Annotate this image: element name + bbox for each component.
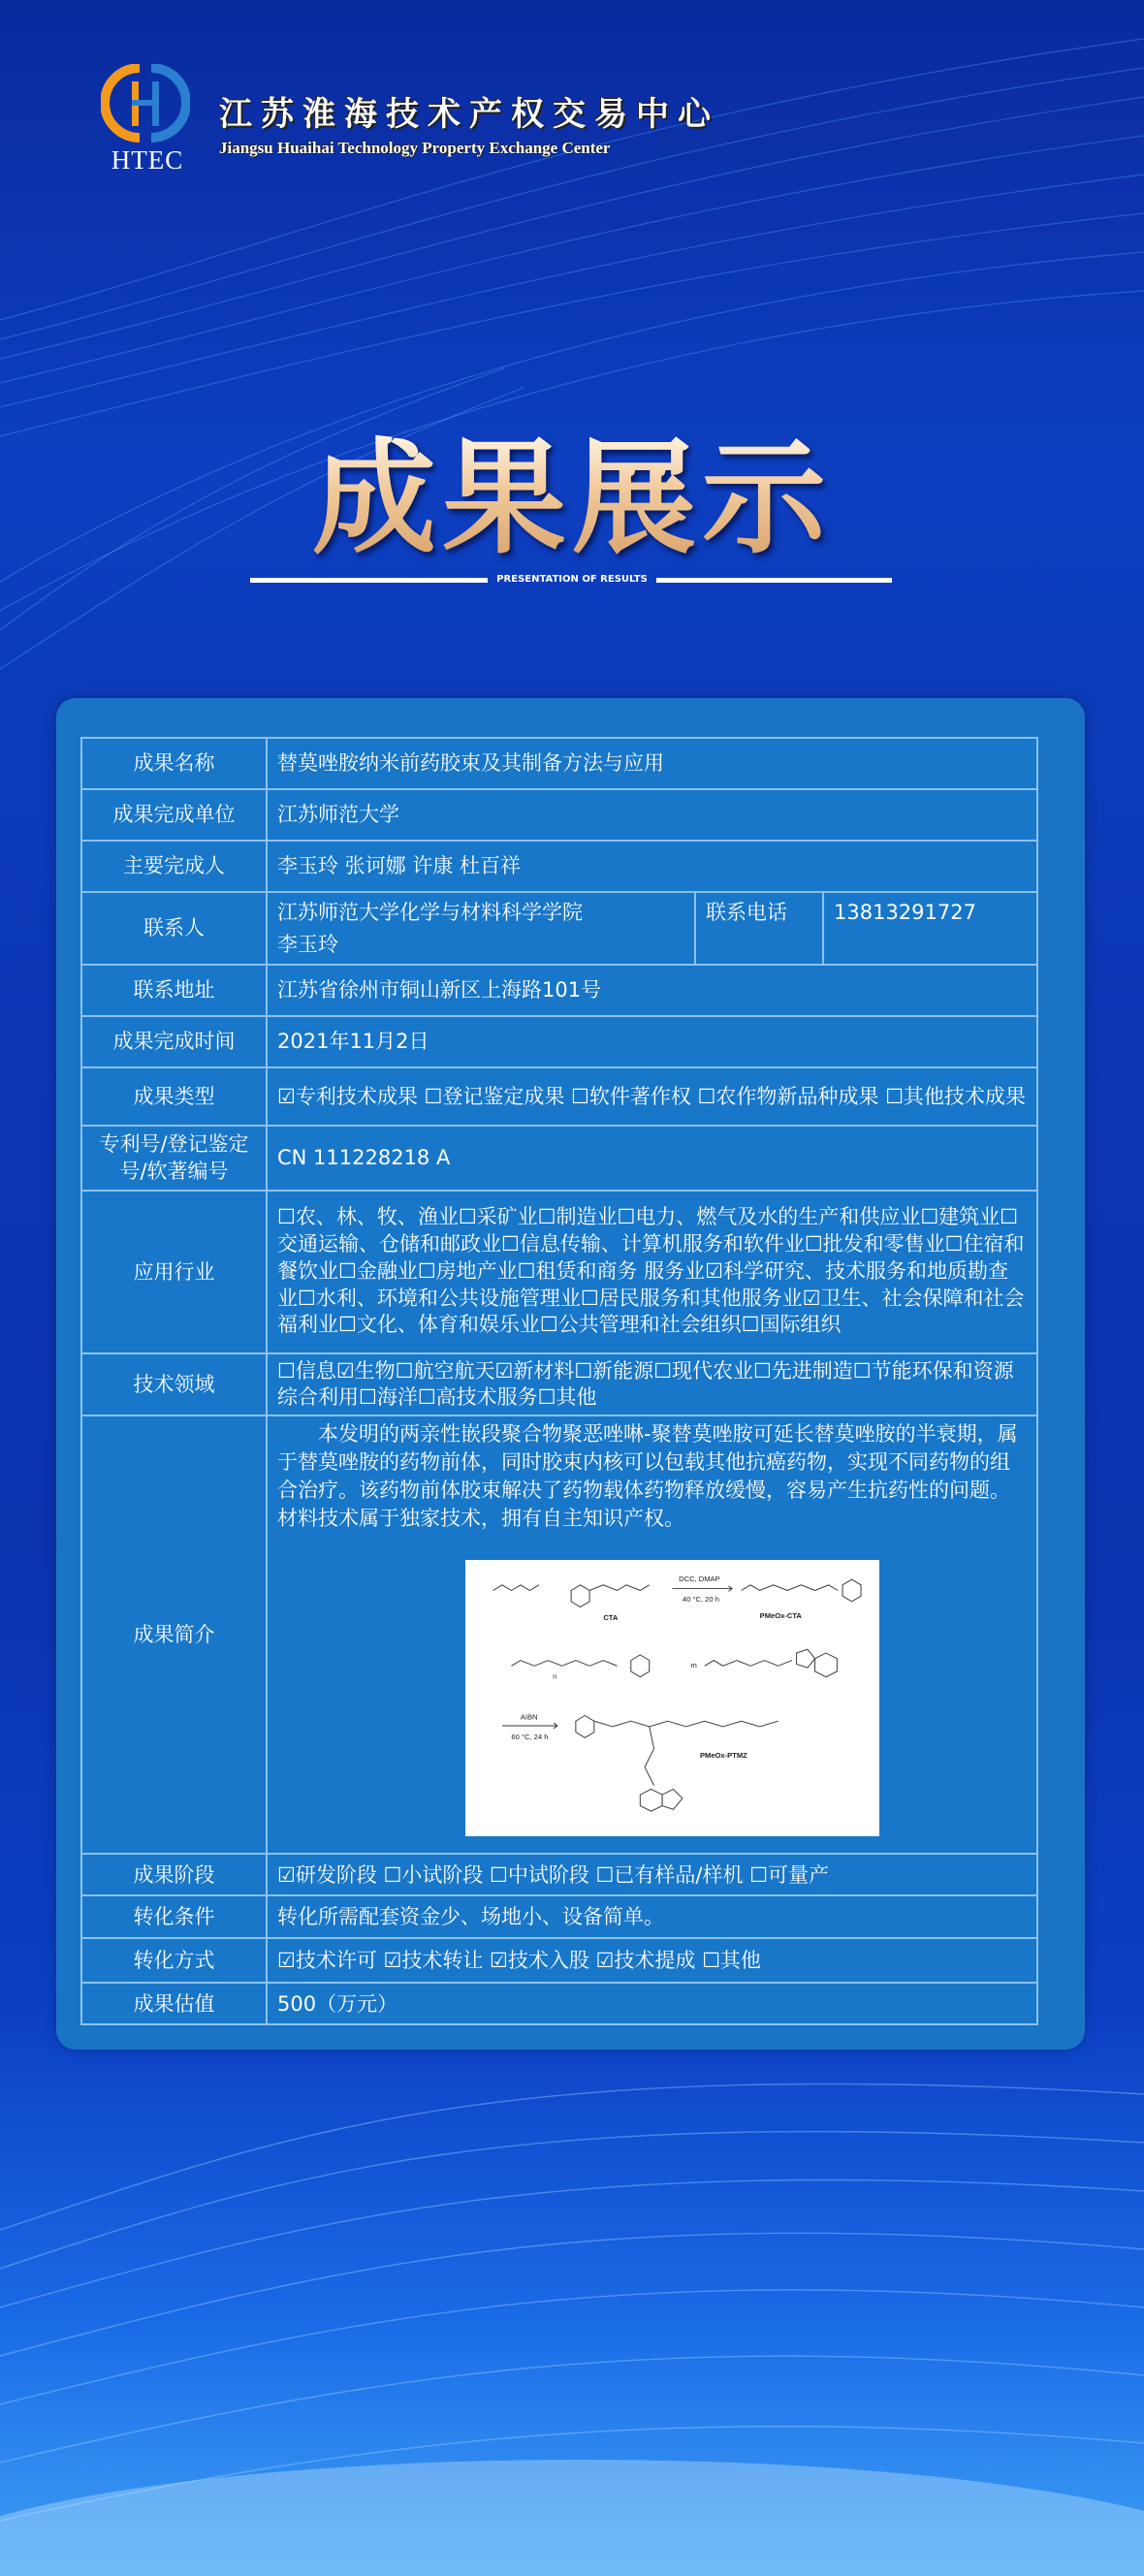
checkbox-label: 海洋 — [376, 1385, 418, 1410]
checkbox-label: 已有样品/样机 — [614, 1862, 744, 1887]
value-valuation: 500（万元） — [267, 1983, 1037, 2024]
value-date: 2021年11月2日 — [267, 1016, 1037, 1067]
row-people — [81, 841, 1037, 892]
checkbox-unchecked-icon[interactable]: ☐ — [417, 1385, 436, 1410]
value-unit: 江苏师范大学 — [267, 789, 1037, 841]
row-condition — [81, 1895, 1037, 1938]
checkbox-checked-icon[interactable]: ☑ — [494, 1358, 514, 1383]
checkbox-label: 航空航天 — [413, 1358, 495, 1383]
scheme-label-pmeox-ptmz: PMeOx-PTMZ — [699, 1751, 747, 1761]
checkbox-option[interactable] — [336, 1359, 396, 1383]
checkbox-option[interactable] — [338, 1313, 540, 1336]
title-rule-right — [656, 578, 892, 583]
checkbox-label: 小试阶段 — [401, 1862, 484, 1887]
checkbox-unchecked-icon[interactable]: ☐ — [804, 1232, 823, 1256]
checkbox-checked-icon[interactable]: ☑ — [705, 1258, 723, 1283]
checkbox-unchecked-icon[interactable]: ☐ — [417, 1258, 436, 1283]
checkbox-unchecked-icon[interactable]: ☐ — [653, 1358, 672, 1383]
checkbox-option[interactable] — [753, 1359, 853, 1383]
industry-options — [267, 1191, 1037, 1353]
checkbox-unchecked-icon[interactable]: ☐ — [298, 1286, 316, 1310]
checkbox-label: 国际组织 — [759, 1313, 842, 1337]
checkbox-label: 专利技术成果 — [295, 1084, 418, 1108]
row-stage — [81, 1854, 1037, 1895]
value-patent: CN 111228218 A — [267, 1126, 1037, 1191]
checkbox-option[interactable] — [596, 1949, 696, 1972]
checkbox-checked-icon[interactable]: ☑ — [595, 1949, 615, 1973]
checkbox-label: 登记鉴定成果 — [442, 1084, 565, 1108]
checkbox-unchecked-icon[interactable]: ☐ — [395, 1358, 414, 1383]
checkbox-unchecked-icon[interactable]: ☐ — [424, 1084, 443, 1108]
checkbox-label: 房地产业 — [435, 1258, 518, 1283]
org-name-cn: 江苏淮海技术产权交易中心 — [219, 95, 719, 134]
checkbox-checked-icon[interactable]: ☑ — [802, 1286, 821, 1310]
checkbox-option[interactable] — [490, 1949, 589, 1972]
summary-text: 本发明的两亲性嵌段聚合物聚恶唑啉-聚替莫唑胺可延长替莫唑胺的半衰期，属于替莫唑胺的药物前体，同时胶束内核可以包载其他抗癌药物，实现不同药物的组合治疗。该药物前体胶束解决了药物载体药物释放缓慢，容易产生抗药性的问题。材料技术属于独家技术，拥有自主知识产权。 — [277, 1422, 1018, 1531]
value-summary — [267, 1415, 1037, 1854]
checkbox-checked-icon[interactable]: ☑ — [490, 1949, 508, 1973]
checkbox-unchecked-icon[interactable]: ☐ — [944, 1232, 964, 1256]
checkbox-option[interactable] — [425, 1085, 565, 1108]
checkbox-label: 先进制造 — [771, 1358, 853, 1383]
checkbox-label: 其他 — [719, 1949, 761, 1973]
stage-options — [267, 1854, 1037, 1895]
org-name-en: Jiangsu Huaihai Technology Property Exchange Center — [219, 139, 611, 157]
checkbox-option[interactable] — [277, 1863, 377, 1887]
checkbox-unchecked-icon[interactable]: ☐ — [490, 1862, 508, 1887]
checkbox-unchecked-icon[interactable]: ☐ — [1000, 1205, 1018, 1229]
checkbox-unchecked-icon[interactable]: ☐ — [580, 1286, 599, 1310]
checkbox-option[interactable] — [540, 1313, 742, 1336]
checkbox-unchecked-icon[interactable]: ☐ — [574, 1358, 593, 1383]
checkbox-option[interactable] — [418, 1385, 538, 1409]
checkbox-checked-icon[interactable]: ☑ — [277, 1084, 296, 1108]
results-table — [80, 737, 1038, 2025]
checkbox-option[interactable] — [384, 1949, 484, 1972]
checkbox-option[interactable] — [277, 1949, 377, 1972]
label-date: 成果完成时间 — [81, 1016, 267, 1067]
scheme-cond1-bottom: 40 °C, 20 h — [682, 1595, 719, 1605]
checkbox-label: 文化、体育和娱乐业 — [356, 1313, 540, 1337]
label-condition: 转化条件 — [81, 1895, 267, 1938]
checkbox-unchecked-icon[interactable]: ☐ — [501, 1232, 520, 1256]
checkbox-checked-icon[interactable]: ☑ — [277, 1949, 296, 1973]
checkbox-unchecked-icon[interactable]: ☐ — [277, 1205, 296, 1229]
checkbox-option[interactable] — [338, 1259, 418, 1283]
checkbox-option[interactable] — [581, 1287, 803, 1310]
checkbox-label: 技术许可 — [295, 1949, 377, 1973]
value-condition: 转化所需配套资金少、场地小、设备简单。 — [267, 1895, 1037, 1938]
label-people: 主要完成人 — [81, 841, 267, 892]
contact-person: 李玉玲 — [277, 932, 338, 956]
value-contact — [267, 892, 695, 965]
scheme-cond1-top: DCC, DMAP — [679, 1574, 720, 1584]
checkbox-checked-icon[interactable]: ☑ — [335, 1358, 355, 1383]
checkbox-label: 建筑业 — [938, 1205, 1001, 1229]
checkbox-unchecked-icon[interactable]: ☐ — [697, 1084, 716, 1108]
checkbox-option[interactable] — [698, 1085, 879, 1108]
value-people: 李玉玲 张诃娜 许康 杜百祥 — [267, 841, 1037, 892]
checkbox-option[interactable] — [538, 1205, 618, 1228]
row-patent — [81, 1126, 1037, 1191]
checkbox-unchecked-icon[interactable]: ☐ — [338, 1258, 357, 1283]
checkbox-option[interactable] — [459, 1205, 538, 1228]
checkbox-option[interactable] — [571, 1085, 691, 1108]
checkbox-option[interactable] — [277, 1205, 459, 1228]
label-method: 转化方式 — [81, 1938, 267, 1983]
checkbox-label: 现代农业 — [671, 1358, 753, 1383]
checkbox-label: 软件著作权 — [588, 1084, 691, 1108]
checkbox-unchecked-icon[interactable]: ☐ — [617, 1205, 636, 1229]
label-field: 技术领域 — [81, 1353, 267, 1416]
checkbox-unchecked-icon[interactable]: ☐ — [537, 1385, 556, 1410]
checkbox-label: 科学研究、技术服务和地质勘查业 — [277, 1258, 1008, 1310]
checkbox-label: 节能环保和资源综合利用 — [277, 1358, 1014, 1410]
checkbox-unchecked-icon[interactable]: ☐ — [539, 1313, 558, 1337]
row-contact — [81, 892, 1037, 965]
row-valuation — [81, 1983, 1037, 2024]
checkbox-option[interactable] — [501, 1232, 805, 1256]
checkbox-unchecked-icon[interactable]: ☐ — [749, 1862, 768, 1887]
checkbox-label: 技术入股 — [507, 1949, 589, 1973]
checkbox-label: 公共管理和社会组织 — [557, 1313, 742, 1337]
checkbox-option[interactable] — [805, 1232, 945, 1256]
checkbox-option[interactable] — [749, 1863, 829, 1887]
row-date — [81, 1016, 1037, 1067]
label-industry: 应用行业 — [81, 1191, 267, 1353]
label-address: 联系地址 — [81, 965, 267, 1016]
checkbox-label: 其他 — [556, 1385, 597, 1410]
checkbox-unchecked-icon[interactable]: ☐ — [338, 1313, 357, 1337]
contact-org: 江苏师范大学化学与材料科学学院 — [277, 901, 583, 924]
checkbox-unchecked-icon[interactable]: ☐ — [537, 1205, 556, 1229]
checkbox-unchecked-icon[interactable]: ☐ — [885, 1084, 904, 1108]
label-type: 成果类型 — [81, 1067, 267, 1126]
checkbox-label: 可量产 — [767, 1862, 829, 1887]
label-phone: 联系电话 — [695, 892, 823, 965]
checkbox-label: 住宿和餐饮业 — [277, 1232, 1025, 1283]
checkbox-label: 水利、环境和公共设施管理业 — [315, 1286, 581, 1310]
checkbox-label: 高技术服务 — [435, 1385, 538, 1410]
title-rule-left — [250, 578, 488, 583]
label-name: 成果名称 — [81, 738, 267, 789]
checkbox-option[interactable] — [384, 1863, 484, 1887]
checkbox-option[interactable] — [277, 1359, 336, 1383]
row-industry — [81, 1191, 1037, 1353]
page-subtitle: PRESENTATION OF RESULTS — [496, 574, 648, 585]
checkbox-option[interactable] — [538, 1385, 597, 1409]
field-options — [267, 1353, 1037, 1416]
checkbox-option[interactable] — [277, 1085, 418, 1108]
checkbox-label: 采矿业 — [476, 1205, 538, 1229]
label-contact: 联系人 — [81, 892, 267, 965]
checkbox-label: 新材料 — [513, 1358, 575, 1383]
checkbox-option[interactable] — [742, 1313, 842, 1336]
label-valuation: 成果估值 — [81, 1983, 267, 2024]
checkbox-unchecked-icon[interactable]: ☐ — [752, 1358, 772, 1383]
checkbox-option[interactable] — [596, 1863, 744, 1887]
scheme-label-pmeox-cta: PMeOx-CTA — [759, 1611, 802, 1621]
checkbox-unchecked-icon[interactable]: ☐ — [383, 1862, 402, 1887]
checkbox-label: 信息 — [295, 1358, 336, 1383]
checkbox-label: 研发阶段 — [295, 1862, 377, 1887]
checkbox-option[interactable] — [494, 1359, 574, 1383]
checkbox-option[interactable] — [574, 1359, 653, 1383]
value-address: 江苏省徐州市铜山新区上海路101号 — [267, 965, 1037, 1016]
checkbox-unchecked-icon[interactable]: ☐ — [359, 1385, 377, 1410]
checkbox-label: 制造业 — [556, 1205, 618, 1229]
checkbox-label: 居民服务和其他服务业 — [598, 1286, 803, 1310]
checkbox-option[interactable] — [418, 1259, 518, 1283]
page-title: 成果展示 — [291, 434, 853, 562]
checkbox-label: 中试阶段 — [507, 1862, 589, 1887]
checkbox-label: 新能源 — [592, 1358, 654, 1383]
row-unit — [81, 789, 1037, 841]
label-summary: 成果简介 — [81, 1415, 267, 1854]
checkbox-label: 生物 — [354, 1358, 396, 1383]
checkbox-option[interactable] — [396, 1359, 495, 1383]
checkbox-label: 交通运输、仓储和邮政业 — [277, 1232, 501, 1256]
checkbox-unchecked-icon[interactable]: ☐ — [702, 1949, 720, 1973]
checkbox-unchecked-icon[interactable]: ☐ — [277, 1358, 296, 1383]
checkbox-option[interactable] — [920, 1205, 1000, 1228]
checkbox-unchecked-icon[interactable]: ☐ — [741, 1313, 760, 1337]
checkbox-option[interactable] — [702, 1949, 761, 1972]
scheme-label-n: n — [553, 1671, 557, 1681]
checkbox-label: 批发和零售业 — [822, 1232, 945, 1256]
checkbox-checked-icon[interactable]: ☑ — [277, 1862, 296, 1887]
label-patent: 专利号/登记鉴定号/软著编号 — [81, 1126, 267, 1191]
checkbox-unchecked-icon[interactable]: ☐ — [852, 1358, 872, 1383]
checkbox-option[interactable] — [298, 1287, 581, 1310]
row-summary — [81, 1415, 1037, 1854]
logo-text: HTEC — [111, 145, 184, 175]
method-options — [267, 1938, 1037, 1983]
checkbox-unchecked-icon[interactable]: ☐ — [458, 1205, 477, 1229]
checkbox-option[interactable] — [885, 1085, 1026, 1108]
checkbox-option[interactable] — [490, 1863, 589, 1887]
checkbox-unchecked-icon[interactable]: ☐ — [571, 1084, 589, 1108]
checkbox-label: 技术提成 — [614, 1949, 696, 1973]
htec-logo — [101, 64, 190, 143]
scheme-label-cta: CTA — [603, 1613, 619, 1623]
checkbox-option[interactable] — [653, 1359, 753, 1383]
row-method — [81, 1938, 1037, 1983]
row-address — [81, 965, 1037, 1016]
checkbox-option[interactable] — [359, 1385, 418, 1409]
checkbox-label: 租赁和商务 服务业 — [535, 1258, 706, 1283]
checkbox-label: 技术转让 — [401, 1949, 484, 1973]
checkbox-unchecked-icon[interactable]: ☐ — [595, 1862, 615, 1887]
scheme-label-m: m — [690, 1661, 697, 1670]
row-name — [81, 738, 1037, 789]
checkbox-label: 金融业 — [356, 1258, 418, 1283]
checkbox-label: 其他技术成果 — [903, 1084, 1026, 1108]
checkbox-unchecked-icon[interactable]: ☐ — [920, 1205, 939, 1229]
label-unit: 成果完成单位 — [81, 789, 267, 841]
type-options — [267, 1067, 1037, 1126]
row-field — [81, 1353, 1037, 1416]
label-stage: 成果阶段 — [81, 1854, 267, 1895]
checkbox-checked-icon[interactable]: ☑ — [383, 1949, 402, 1973]
scheme-cond2-bottom: 60 °C, 24 h — [511, 1733, 549, 1742]
reaction-scheme-image — [465, 1560, 879, 1836]
row-type — [81, 1067, 1037, 1126]
checkbox-option[interactable] — [617, 1205, 920, 1228]
checkbox-label: 信息传输、计算机服务和软件业 — [519, 1232, 805, 1256]
checkbox-unchecked-icon[interactable]: ☐ — [517, 1258, 536, 1283]
checkbox-label: 电力、燃气及水的生产和供应业 — [635, 1205, 921, 1229]
checkbox-label: 农作物新品种成果 — [715, 1084, 879, 1108]
value-phone: 13813291727 — [823, 892, 1037, 965]
value-name: 替莫唑胺纳米前药胶束及其制备方法与应用 — [267, 738, 1037, 789]
scheme-cond2-top: AIBN — [520, 1712, 538, 1722]
checkbox-label: 卫生、社会保障和社会福利业 — [277, 1286, 1025, 1337]
checkbox-option[interactable] — [518, 1259, 706, 1283]
checkbox-label: 农、林、牧、渔业 — [295, 1205, 459, 1229]
